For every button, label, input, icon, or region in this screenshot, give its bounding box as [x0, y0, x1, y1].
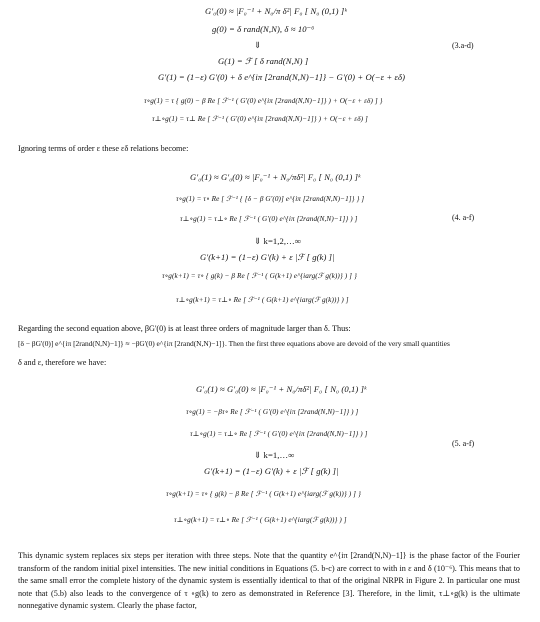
eq4-line-3: τ⊥∘g(1) = τ⊥∘ Re [ ℱ⁻¹ ( G'(0) e^{iπ [2rand(N,N)−1]} ) ] — [180, 215, 358, 223]
eq5-tag: (5. a-f) — [452, 439, 475, 448]
eq3-line-7: τ⊥∘g(1) = τ⊥ Re [ ℱ⁻¹ ( G'(0) e^{iπ [2rand(N,N)−1]} ) + O(−ε + εδ) ] — [152, 115, 368, 123]
eq4-line-5: G'(k+1) = (1−ε) G'(k) + ε |ℱ [ g(k) ]| — [200, 252, 335, 262]
paragraph-body: This dynamic system replaces six steps per iteration with three steps. Note that the quantity e^{iπ [2rand(N,N)−1]} is the phase factor of the Fourier transform of the random initial pixel intensities. The new initial conditions in Equations (5. b-c) are correct to with in ε and δ (10⁻⁶). This means that to the same small error the complete history of the dynamic system is essentially identical to that of the original NRPR in Figure 2. In particular one must note that (5.b) also leads to the convergence of τ ∘g(k) to zero as demonstrated in Reference [3]. Therefore, in the limit, τ⊥∘g(k) is the ultimate nonnegative dynamic system. Clearly the phase factor, — [18, 551, 520, 610]
eq5-line-6: τ∘g(k+1) = τ∘ { g(k) − β Re [ ℱ⁻¹ ( G(k+1) e^{iarg(ℱ g(k))} ) ] } — [166, 490, 361, 498]
eq3-tag: (3.a-d) — [452, 41, 474, 50]
eq3-line-2: g(0) = δ rand(N,N), δ ≈ 10⁻⁶ — [212, 24, 315, 34]
eq4-tag: (4. a-f) — [452, 213, 475, 222]
eq3-line-6: τ∘g(1) = τ { g(0) − β Re [ ℱ⁻¹ ( G'(0) e^{iπ [2rand(N,N)−1]} ) + O(−ε + εδ) ] } — [144, 97, 383, 105]
eq5-line-7: τ⊥∘g(k+1) = τ⊥∘ Re [ ℱ⁻¹ ( G(k+1) e^{iarg(ℱ g(k))} ) ] — [174, 516, 347, 524]
text-dynamic-system — [18, 550, 520, 613]
eq5-line-1: G'₀(1) ≈ G'₀(0) ≈ |F₀⁻¹ + N₀/πδ²| F₀ [ N₀ (0,1) ]ᵏ — [196, 384, 367, 394]
eq5-line-2: τ∘g(1) = −βτ∘ Re [ ℱ⁻¹ ( G'(0) e^{iπ [2rand(N,N)−1]} ) ] — [186, 408, 359, 416]
eq4-arrow: ⇓ k=1,2,…∞ — [254, 236, 302, 246]
eq4-line-6: τ∘g(k+1) = τ∘ { g(k) − β Re [ ℱ⁻¹ ( G(k+1) e^{iarg(ℱ g(k))} ) ] } — [162, 272, 357, 280]
eq5-arrow: ⇓ k=1,…∞ — [254, 450, 295, 460]
eq4-line-7: τ⊥∘g(k+1) = τ⊥∘ Re [ ℱ⁻¹ ( G(k+1) e^{iarg(ℱ g(k))} ) ] — [176, 296, 349, 304]
text-regarding: Regarding the second equation above, βG'(0) is at least three orders of magnitude larger than δ. Thus: — [18, 324, 351, 333]
eq5-line-5: G'(k+1) = (1−ε) G'(k) + ε |ℱ [ g(k) ]| — [204, 466, 339, 476]
eq3-arrow: ⇓ — [254, 40, 262, 50]
text-delta-epsilon: δ and ε, therefore we have: — [18, 358, 107, 367]
text-approximation: [δ − βG'(0)] e^{iπ [2rand(N,N)−1]} ≈ −βG'(0) e^{iπ [2rand(N,N)−1]}. Then the first three equations above are devoid of the very small quantities — [18, 339, 450, 348]
eq3-line-1: G'₀(0) ≈ |F₀⁻¹ + N₀/π δ²| F₀ [ N₀ (0,1) ]ᵏ — [205, 6, 347, 16]
eq3-line-5: G'(1) = (1−ε) G'(0) + δ e^{iπ [2rand(N,N)−1]} − G'(0) + O(−ε + εδ) — [158, 72, 406, 82]
eq4-line-1: G'₀(1) ≈ G'₀(0) ≈ |F₀⁻¹ + N₀/πδ²| F₀ [ N₀ (0,1) ]ᵏ — [190, 172, 361, 182]
eq4-line-2: τ∘g(1) = τ∘ Re [ ℱ⁻¹ { [δ − β G'(0)] e^{iπ [2rand(N,N)−1]} } ] — [176, 195, 365, 203]
eq5-line-3: τ⊥∘g(1) = τ⊥∘ Re [ ℱ⁻¹ ( G'(0) e^{iπ [2rand(N,N)−1]} ) ] — [190, 430, 368, 438]
eq3-line-4: G(1) = ℱ [ δ rand(N,N) ] — [218, 56, 309, 66]
text-ignoring-terms: Ignoring terms of order ε these εδ relations become: — [18, 144, 189, 153]
